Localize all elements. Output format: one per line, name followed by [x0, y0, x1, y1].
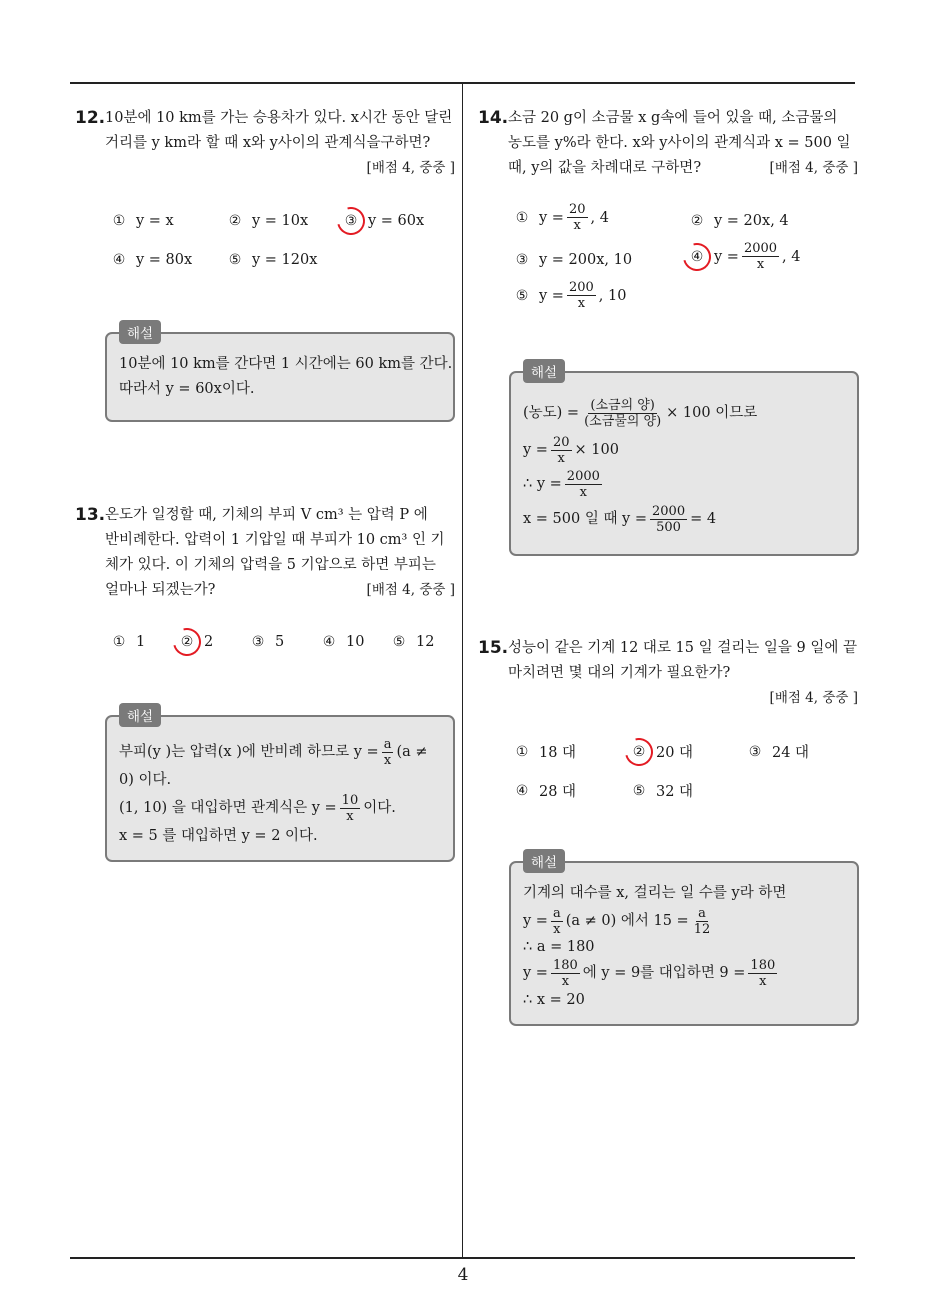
- problem-number: 13.: [75, 505, 106, 525]
- choice-number: ③: [251, 634, 265, 650]
- fraction: $\frac{200}{x}$: [568, 280, 594, 311]
- answer-circle-mark: [168, 623, 206, 661]
- choice-text: 28 대: [539, 784, 577, 800]
- problem-13: [75, 503, 455, 603]
- choice-text: 5: [275, 634, 285, 650]
- fraction: $\frac{20}{x}$: [568, 202, 586, 233]
- problem-number: 12.: [75, 108, 106, 128]
- solution-box-15: [509, 855, 859, 1026]
- choice-number: ⑤: [392, 634, 406, 650]
- fraction: $\frac{\text{(소금의 양)}}{\text{(소금물의 양)}}$: [584, 397, 662, 429]
- score-label: [배점 4, 중중 ]: [769, 160, 858, 176]
- choice-number: ⑤: [632, 782, 646, 799]
- choice-text: y = 60x: [368, 213, 425, 229]
- choice-3[interactable]: [746, 741, 809, 762]
- choice-number: ①: [515, 209, 529, 226]
- choice-number: ①: [112, 634, 126, 650]
- choice-number: ①: [515, 743, 529, 760]
- problem-stem-line: 농도를 y%라 한다. x와 y사이의 관계식과 x = 500 일: [508, 135, 851, 151]
- solution-box-13: [105, 709, 455, 862]
- choice-text: 20 대: [656, 745, 694, 761]
- choice-1[interactable]: [513, 741, 576, 762]
- choice-number: ④: [688, 248, 706, 266]
- solution-box-14: [509, 365, 859, 556]
- score-label: [배점 4, 중중 ]: [769, 690, 858, 706]
- answer-circle-mark: [620, 732, 658, 770]
- fraction: $\frac{10}{x}$: [341, 793, 359, 824]
- fraction: $\frac{a}{x}$: [383, 737, 392, 768]
- problem-number: 14.: [478, 108, 509, 128]
- choice-3[interactable]: [342, 212, 424, 230]
- problem-stem-line: 얼마나 되겠는가?: [105, 582, 216, 598]
- choice-4[interactable]: [320, 633, 364, 651]
- choice-5[interactable]: [630, 780, 693, 801]
- problem-15: [478, 636, 858, 711]
- bottom-rule: [70, 1257, 855, 1259]
- solution-line: 10분에 10 km를 간다면 1 시간에는 60 km를 간다.: [119, 356, 453, 372]
- score-label: [배점 4, 중중 ]: [366, 160, 455, 176]
- problem-stem-line: 성능이 같은 기계 12 대로 15 일 걸리는 일을 9 일에 끝: [508, 640, 857, 656]
- choice-2[interactable]: [688, 212, 789, 230]
- choice-text: y = 10x: [252, 213, 309, 229]
- solution-tag: 해설: [523, 849, 565, 873]
- fraction: $\frac{2000}{500}$: [652, 503, 686, 535]
- choice-text: y = 120x: [252, 252, 318, 268]
- page-number: 4: [457, 1265, 469, 1285]
- solution-line: y = $\frac{180}{x}$ 에 y = 9를 대입하면 9 = $\frac{180}{x}$: [523, 957, 776, 989]
- solution-line: (1, 10) 을 대입하면 관계식은 y = $\frac{10}{x}$ 이다.: [119, 793, 396, 824]
- choice-text: y = 200x, 10: [539, 252, 633, 268]
- problem-number: 15.: [478, 638, 509, 658]
- problem-12: [75, 106, 455, 181]
- solution-line: ∴ y = $\frac{2000}{x}$: [523, 468, 600, 500]
- choice-number: ②: [630, 743, 648, 761]
- solution-line: (농도) = $\frac{\text{(소금의 양)}}{\text{(소금물의 양)}}$ × 100 이므로: [523, 397, 758, 429]
- choice-2[interactable]: [226, 212, 308, 230]
- choice-text: 18 대: [539, 745, 577, 761]
- choice-3[interactable]: [513, 251, 632, 269]
- choice-number: ②: [178, 633, 196, 651]
- solution-line: y = $\frac{a}{x}$ (a ≠ 0) 에서 15 = $\frac{a}{12}$: [523, 905, 711, 937]
- solution-line: 기계의 대수를 x, 걸리는 일 수를 y라 하면: [523, 884, 787, 901]
- problem-stem-line: 때, y의 값을 차례대로 구하면?: [508, 160, 702, 176]
- choice-1[interactable]: ① y = $\frac{20}{x}$ , 4: [513, 202, 609, 233]
- choice-5[interactable]: [390, 633, 434, 651]
- choice-number: ②: [690, 213, 704, 229]
- choice-4[interactable]: ④ y = $\frac{2000}{x}$ , 4: [688, 241, 801, 272]
- fraction: $\frac{180}{x}$: [750, 957, 776, 989]
- problem-stem-line: 온도가 일정할 때, 기체의 부피 V cm³ 는 압력 P 에: [105, 507, 428, 523]
- fraction: $\frac{2000}{x}$: [743, 241, 778, 272]
- solution-tag: 해설: [523, 359, 565, 383]
- solution-tag: 해설: [119, 320, 161, 344]
- column-divider: [462, 83, 463, 1259]
- choice-number: ①: [112, 213, 126, 229]
- choice-number: ③: [515, 252, 529, 268]
- choice-1[interactable]: [110, 633, 145, 651]
- choice-text: 2: [204, 634, 214, 650]
- problem-stem-line: 소금 20 g이 소금물 x g속에 들어 있을 때, 소금물의: [508, 110, 838, 126]
- choice-number: ④: [515, 782, 529, 799]
- choice-text: 32 대: [656, 784, 694, 800]
- choice-number: ③: [342, 212, 360, 230]
- choice-3[interactable]: [249, 633, 284, 651]
- fraction: $\frac{a}{12}$: [693, 905, 711, 937]
- fraction: $\frac{a}{x}$: [552, 905, 561, 937]
- solution-line: 따라서 y = 60x이다.: [119, 381, 255, 397]
- choice-4[interactable]: [513, 780, 576, 801]
- choice-text: y = 80x: [136, 252, 193, 268]
- solution-tag: 해설: [119, 703, 161, 727]
- choice-number: ④: [112, 252, 126, 268]
- choice-number: ②: [228, 213, 242, 229]
- choice-4[interactable]: [110, 251, 192, 269]
- answer-circle-mark: [678, 237, 716, 275]
- solution-line: ∴ x = 20: [523, 991, 585, 1008]
- solution-line: ∴ a = 180: [523, 938, 595, 955]
- choice-2[interactable]: [630, 741, 693, 762]
- problem-stem-line: 반비례한다. 압력이 1 기압일 때 부피가 10 cm³ 인 기: [105, 532, 445, 548]
- problem-stem-line: 마치려면 몇 대의 기계가 필요한가?: [508, 665, 731, 681]
- choice-number: ⑤: [228, 252, 242, 268]
- fraction: $\frac{20}{x}$: [552, 434, 570, 466]
- answer-circle-mark: [332, 202, 370, 240]
- choice-text: y = 20x, 4: [714, 213, 789, 229]
- choice-text: y = x: [136, 213, 174, 229]
- solution-box-12: [105, 326, 455, 422]
- problem-stem-line: 10분에 10 km를 가는 승용차가 있다. x시간 동안 달린: [105, 110, 453, 126]
- choice-text: 12: [416, 634, 435, 650]
- solution-line: 부피(y )는 압력(x )에 반비례 하므로 y = $\frac{a}{x}$ (a ≠: [119, 737, 428, 768]
- choice-5[interactable]: [226, 251, 317, 269]
- choice-5[interactable]: ⑤ y = $\frac{200}{x}$ , 10: [513, 280, 626, 311]
- solution-line: x = 500 일 때 y = $\frac{2000}{500}$ = 4: [523, 503, 717, 535]
- choice-1[interactable]: [110, 212, 174, 230]
- choice-number: ④: [322, 634, 336, 650]
- solution-line: x = 5 를 대입하면 y = 2 이다.: [119, 828, 318, 844]
- score-label: [배점 4, 중중 ]: [366, 582, 455, 598]
- problem-stem-line: 거리를 y km라 할 때 x와 y사이의 관계식을구하면?: [105, 135, 431, 151]
- choice-number: ⑤: [515, 287, 529, 304]
- problem-stem-line: 체가 있다. 이 기체의 압력을 5 기압으로 하면 부피는: [105, 557, 436, 573]
- choice-text: 24 대: [772, 745, 810, 761]
- solution-line: y = $\frac{20}{x}$ × 100: [523, 434, 619, 466]
- fraction: $\frac{180}{x}$: [552, 957, 578, 989]
- choice-text: 10: [346, 634, 365, 650]
- solution-line: 0) 이다.: [119, 772, 172, 788]
- fraction: $\frac{2000}{x}$: [566, 468, 600, 500]
- choice-2[interactable]: [178, 633, 213, 651]
- problem-14: [478, 106, 858, 181]
- choice-number: ③: [748, 743, 762, 760]
- choice-text: 1: [136, 634, 146, 650]
